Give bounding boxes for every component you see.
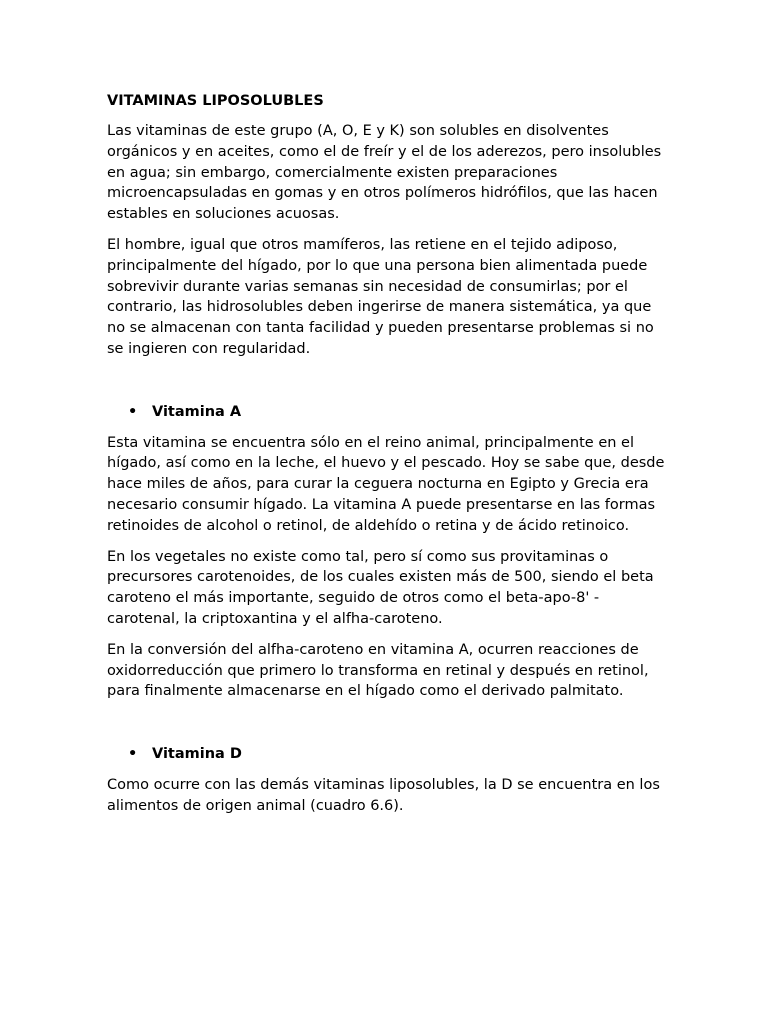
section-paragraph: Esta vitamina se encuentra sólo en el reino animal, principalmente en el hígado, así como en la leche, el huevo y el pescado. Hoy se sabe que, desde hace miles de años, para curar la ceguera nocturna en Egipto y Grecia era necesario consumir hígado. La vitamina A puede presentarse en las formas retinoides de alcohol o retinol, de aldehído o retina y de ácido retinoico. (107, 434, 665, 534)
section-spacer (107, 370, 667, 402)
document-title: VITAMINAS LIPOSOLUBLES (107, 93, 324, 109)
section-paragraph: En la conversión del alfha-caroteno en vitamina A, ocurren reacciones de oxidorreducción que primero lo transforma en retinal y después en retinol, para finalmente almacenarse en el hígado como el derivado palmitato. (107, 641, 649, 700)
bullet-icon: • (128, 746, 138, 763)
section-paragraph: En los vegetales no existe como tal, pero sí como sus provitaminas o precursores carotenoides, de los cuales existen más de 500, siendo el beta caroteno el más importante, seguido de otros como el beta-apo-8' -carotenal, la criptoxantina y el alfha-caroteno. (107, 548, 654, 627)
intro-paragraph: El hombre, igual que otros mamíferos, las retiene en el tejido adiposo, principalmente del hígado, por lo que una persona bien alimentada puede sobrevivir durante varias semanas sin necesidad de consumirlas; por el contrario, las hidrosolubles deben ingerirse de manera sistemática, ya que no se almacenan con tanta facilidad y pueden presentarse problemas si no se ingieren con regularidad. (107, 236, 654, 357)
intro-paragraph: Las vitaminas de este grupo (A, O, E y K) son solubles en disolventes orgánicos y en aceites, como el de freír y el de los aderezos, pero insolubles en agua; sin embargo, comercialmente existen preparaciones microencapsuladas en gomas y en otros polímeros hidrófilos, que las hacen estables en soluciones acuosas. (107, 123, 662, 223)
section-heading-vitamina-a (107, 402, 667, 423)
section-heading-label: Vitamina D (152, 746, 242, 763)
section-paragraph: Como ocurre con las demás vitaminas liposolubles, la D se encuentra en los alimentos de origen animal (cuadro 6.6). (107, 776, 660, 814)
section-heading-vitamina-d (107, 744, 667, 765)
bullet-icon: • (128, 403, 138, 420)
document-page (107, 91, 667, 827)
section-spacer (107, 712, 667, 744)
section-heading-label: Vitamina A (152, 403, 242, 420)
